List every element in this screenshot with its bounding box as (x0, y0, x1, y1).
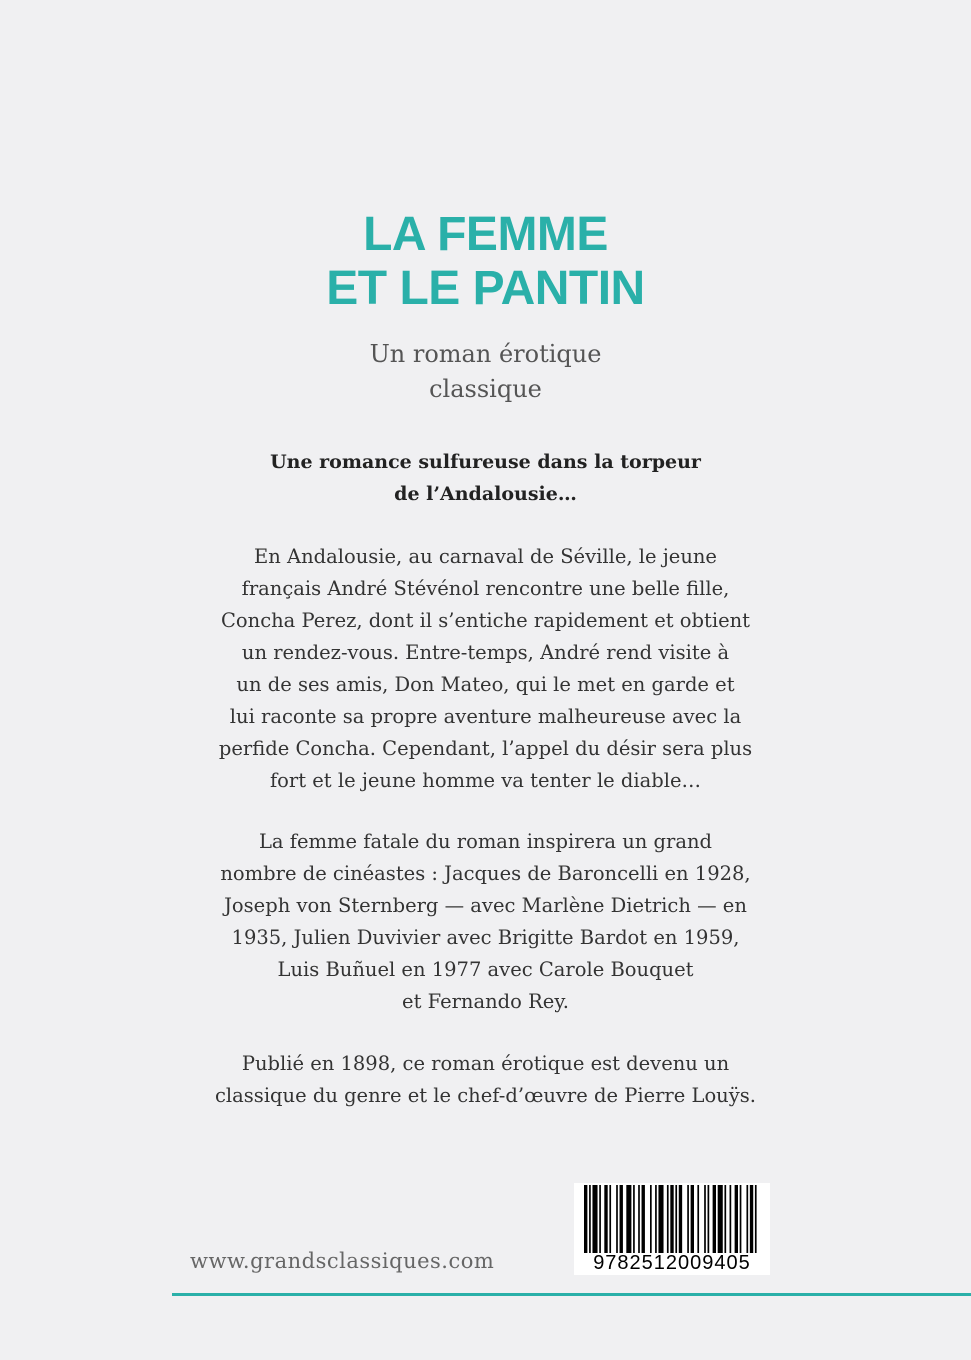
synopsis-line: perfide Concha. Cependant, l’appel du désir sera plus (218, 737, 753, 760)
barcode-bar (667, 1185, 669, 1253)
synopsis-paragraph (150, 541, 821, 797)
barcode-bar (604, 1185, 607, 1253)
barcode-bar (658, 1185, 663, 1253)
barcode-bar (609, 1185, 611, 1253)
barcode-bar (616, 1185, 618, 1253)
barcode-bar (755, 1185, 757, 1253)
book-title (0, 208, 971, 316)
adaptations-line: Joseph von Sternberg — avec Marlène Dietrich — en (224, 894, 747, 917)
book-subtitle-line-2: classique (429, 375, 542, 403)
tagline-line-2: de l’Andalousie… (394, 483, 577, 505)
isbn-number: 9782512009405 (593, 1252, 751, 1274)
barcode-bar (687, 1185, 689, 1253)
adaptations-line: 1935, Julien Duvivier avec Brigitte Bardot en 1959, (231, 926, 740, 949)
synopsis-line: fort et le jeune homme va tenter le diable… (269, 769, 702, 792)
barcode-bar (655, 1185, 657, 1253)
barcode-bar (638, 1185, 640, 1253)
barcode-bar (642, 1185, 645, 1253)
barcode-bar (691, 1185, 694, 1253)
adaptations-line: La femme fatale du roman inspirera un grand (258, 830, 713, 853)
barcode-bar (626, 1185, 631, 1253)
adaptations-line: et Fernando Rey. (402, 990, 569, 1013)
barcode-bar (735, 1185, 738, 1253)
barcode-bar (620, 1185, 623, 1253)
book-title-line-1: LA FEMME (363, 208, 608, 261)
barcode-bar (679, 1185, 682, 1253)
synopsis-line: Concha Perez, dont il s’entiche rapidement et obtient (220, 609, 751, 632)
barcode-bar (592, 1185, 597, 1253)
publication-line: classique du genre et le chef-d’œuvre de Pierre Louÿs. (215, 1084, 756, 1107)
synopsis-line: un de ses amis, Don Mateo, qui le met en garde et (236, 673, 735, 696)
barcode-bar (589, 1185, 591, 1253)
barcode-bar (675, 1185, 677, 1253)
barcode-bar (718, 1185, 723, 1253)
publisher-url[interactable]: www.grandsclassiques.com (190, 1249, 495, 1273)
barcode-bar (730, 1185, 732, 1253)
adaptations-line: nombre de cinéastes : Jacques de Baroncelli en 1928, (220, 862, 751, 885)
barcode-bar (670, 1185, 673, 1253)
synopsis-line: En Andalousie, au carnaval de Séville, le jeune (254, 545, 717, 568)
tagline (0, 446, 971, 510)
barcode-bar (584, 1185, 587, 1253)
barcode-bar (650, 1185, 652, 1253)
barcode-bar (704, 1185, 706, 1253)
publication-line: Publié en 1898, ce roman érotique est devenu un (241, 1052, 730, 1075)
publication-paragraph (150, 1048, 821, 1112)
tagline-line-1: Une romance sulfureuse dans la torpeur (270, 451, 701, 473)
book-title-line-2: ET LE PANTIN (326, 262, 645, 315)
barcode-bar (708, 1185, 710, 1253)
barcode-bar (740, 1185, 742, 1253)
film-adaptations-paragraph (150, 826, 821, 1018)
barcode-bar (746, 1185, 748, 1253)
barcode-bar (724, 1185, 726, 1253)
barcode-bar (750, 1185, 753, 1253)
adaptations-line: Luis Buñuel en 1977 avec Carole Bouquet (277, 958, 694, 981)
accent-rule (172, 1293, 971, 1296)
synopsis-line: lui raconte sa propre aventure malheureuse avec la (229, 705, 742, 728)
barcode-bar (633, 1185, 635, 1253)
synopsis-line: français André Stévénol rencontre une belle fille, (241, 577, 730, 600)
book-subtitle (0, 337, 971, 407)
barcode-bar (697, 1185, 699, 1253)
barcode-bars (584, 1185, 760, 1253)
barcode-bar (713, 1185, 716, 1253)
book-subtitle-line-1: Un roman érotique (369, 340, 602, 368)
isbn-barcode (574, 1183, 770, 1275)
barcode-bar (599, 1185, 601, 1253)
synopsis-line: un rendez-vous. Entre-temps, André rend visite à (241, 641, 730, 664)
